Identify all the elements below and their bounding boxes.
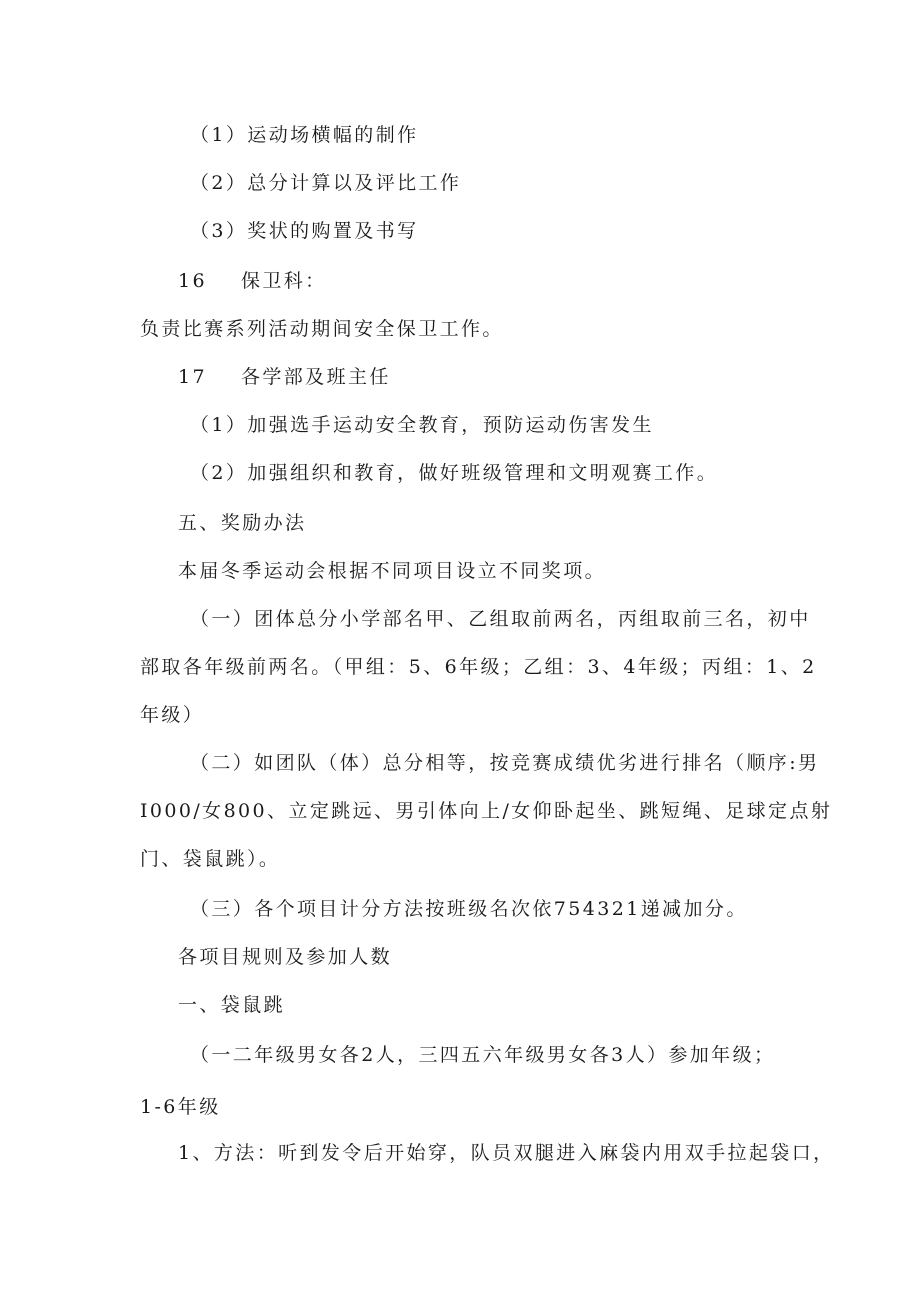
paragraph-team-total-line3: 年级） bbox=[140, 704, 205, 726]
paragraph-scoring-method: （三）各个项目计分方法按班级名次依754321递减加分。 bbox=[190, 898, 748, 920]
paragraph-security-duty: 负责比赛系列活动期间安全保卫工作。 bbox=[140, 318, 504, 340]
section-heading-awards: 五、奖励办法 bbox=[178, 512, 307, 534]
section-number: 16 bbox=[178, 270, 207, 292]
list-item-banner: （1）运动场横幅的制作 bbox=[190, 124, 419, 146]
section-number: 17 bbox=[178, 366, 207, 388]
paragraph-method: 1、方法：听到发令后开始穿，队员双腿进入麻袋内用双手拉起袋口， bbox=[178, 1142, 835, 1164]
section-heading-sack-race: 一、袋鼠跳 bbox=[178, 994, 286, 1016]
section-heading-security bbox=[178, 268, 327, 294]
paragraph-tiebreak-line3: 门、袋鼠跳）。 bbox=[140, 848, 281, 870]
list-item-safety-education: （1）加强选手运动安全教育，预防运动伤害发生 bbox=[190, 414, 654, 436]
paragraph-tiebreak-line1: （二）如团队（体）总分相等，按竞赛成绩优劣进行排名（顺序:男 bbox=[190, 752, 820, 774]
section-heading-rules: 各项目规则及参加人数 bbox=[178, 946, 393, 968]
section-heading-departments bbox=[178, 364, 391, 390]
paragraph-team-total-line2: 部取各年级前两名。（甲组：5、6年级；乙组：3、4年级；丙组：1、2 bbox=[140, 656, 817, 678]
paragraph-participants: （一二年级男女各2人，三四五六年级男女各3人）参加年级； bbox=[190, 1044, 776, 1066]
section-title: 保卫科： bbox=[240, 270, 327, 292]
paragraph-grades: 1-6年级 bbox=[140, 1096, 221, 1118]
list-item-certificates: （3）奖状的购置及书写 bbox=[190, 220, 419, 242]
list-item-class-management: （2）加强组织和教育，做好班级管理和文明观赛工作。 bbox=[190, 462, 719, 484]
paragraph-team-total-line1: （一）团体总分小学部名甲、乙组取前两名，丙组取前三名，初中 bbox=[190, 608, 811, 630]
paragraph-tiebreak-line2: I000/女800、立定跳远、男引体向上/女仰卧起坐、跳短绳、足球定点射 bbox=[140, 800, 833, 822]
paragraph-awards-intro: 本届冬季运动会根据不同项目设立不同奖项。 bbox=[178, 560, 607, 582]
list-item-scoring: （2）总分计算以及评比工作 bbox=[190, 172, 462, 194]
section-title: 各学部及班主任 bbox=[240, 366, 391, 388]
